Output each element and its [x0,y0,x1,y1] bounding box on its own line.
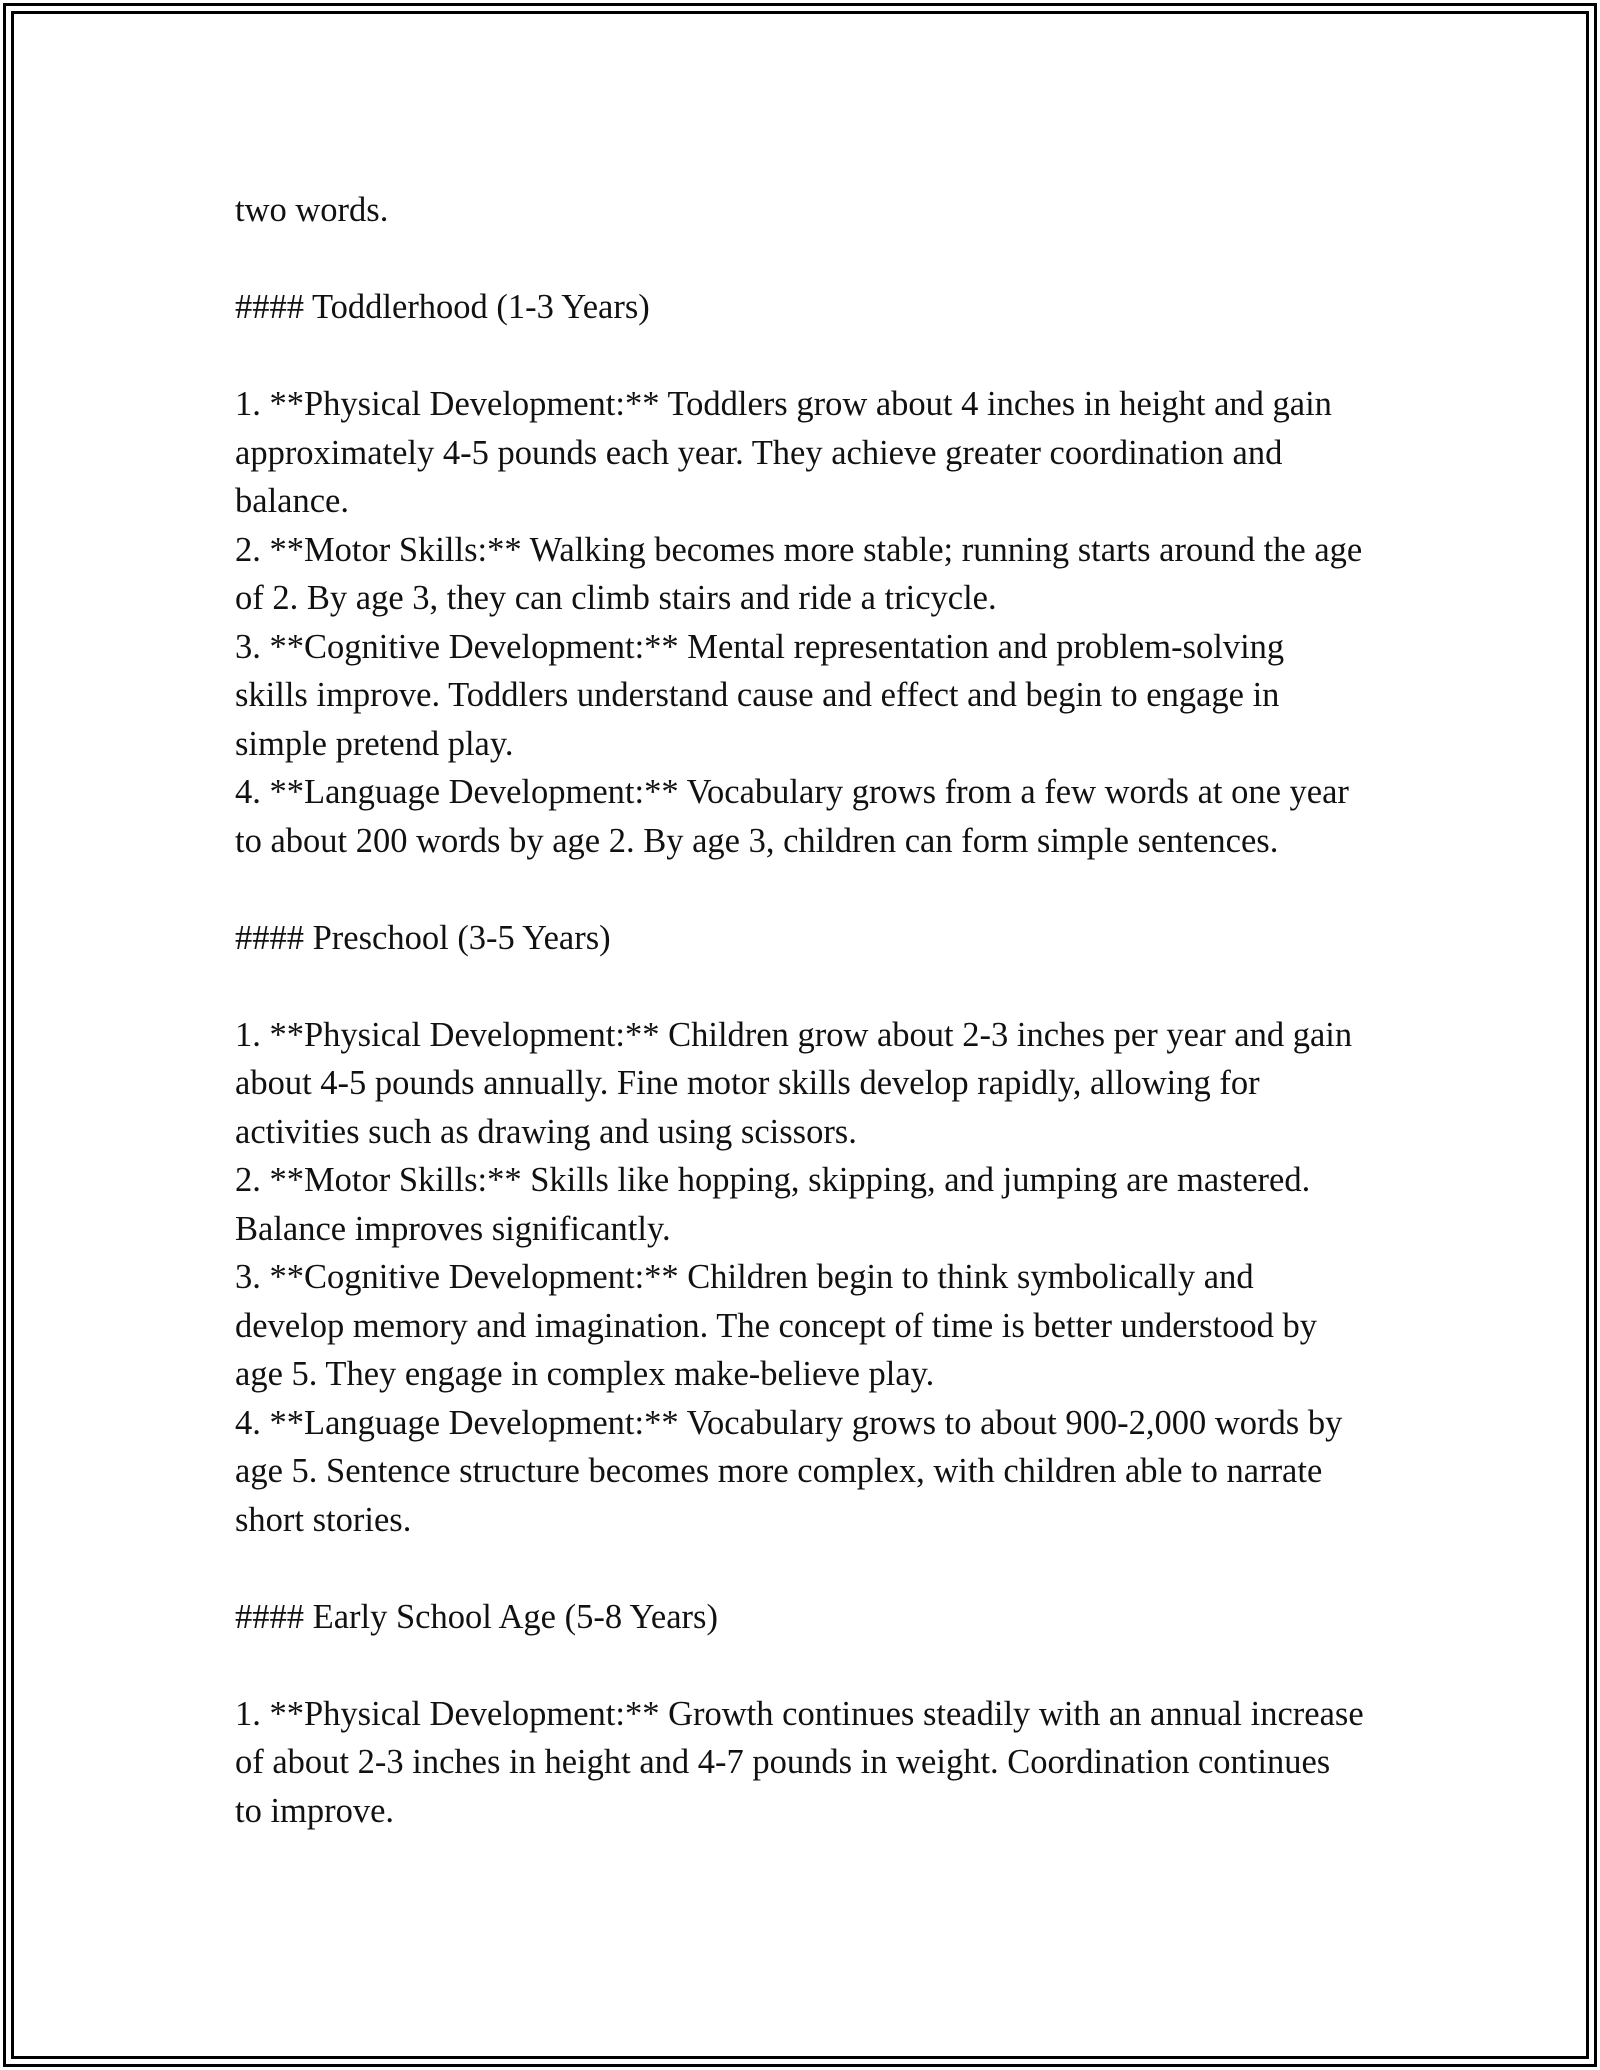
section-heading-early-school-age: #### Early School Age (5-8 Years) [235,1597,718,1636]
list-item: 2. **Motor Skills:** Walking becomes more stable; running starts around the age of 2. By age 3, they can climb stairs and ride a tricycle. [235,530,1363,617]
section-heading-preschool: #### Preschool (3-5 Years) [235,918,611,957]
section-heading-toddlerhood: #### Toddlerhood (1-3 Years) [235,288,650,326]
list-item: 3. **Cognitive Development:** Mental representation and problem-solving skills improve. Toddlers understand cause and effect and begin to engage in simple pretend play. [235,627,1285,763]
list-item: 1. **Physical Development:** Children grow about 2-3 inches per year and gain about 4-5 pounds annually. Fine motor skills develop rapidly, allowing for activities such as drawing and using scissors. [235,1015,1353,1151]
document-body [235,186,1365,1835]
list-item: 2. **Motor Skills:** Skills like hopping, skipping, and jumping are mastered. Balance improves significantly. [235,1161,1311,1248]
list-item: 1. **Physical Development:** Toddlers grow about 4 inches in height and gain approximately 4-5 pounds each year. They achieve greater coordination and balance. [235,385,1332,520]
list-item: 1. **Physical Development:** Growth continues steadily with an annual increase of about 2-3 inches in height and 4-7 pounds in weight. Coordination continues to improve. [235,1694,1364,1830]
list-item: 4. **Language Development:** Vocabulary grows from a few words at one year to about 200 words by age 2. By age 3, children can form simple sentences. [235,773,1349,860]
list-item: 4. **Language Development:** Vocabulary grows to about 900-2,000 words by age 5. Sentence structure becomes more complex, with children able to narrate short stories. [235,1403,1343,1539]
opening-line: two words. [235,191,389,229]
list-item: 3. **Cognitive Development:** Children begin to think symbolically and develop memory and imagination. The concept of time is better understood by age 5. They engage in complex make-believe play. [235,1258,1317,1393]
